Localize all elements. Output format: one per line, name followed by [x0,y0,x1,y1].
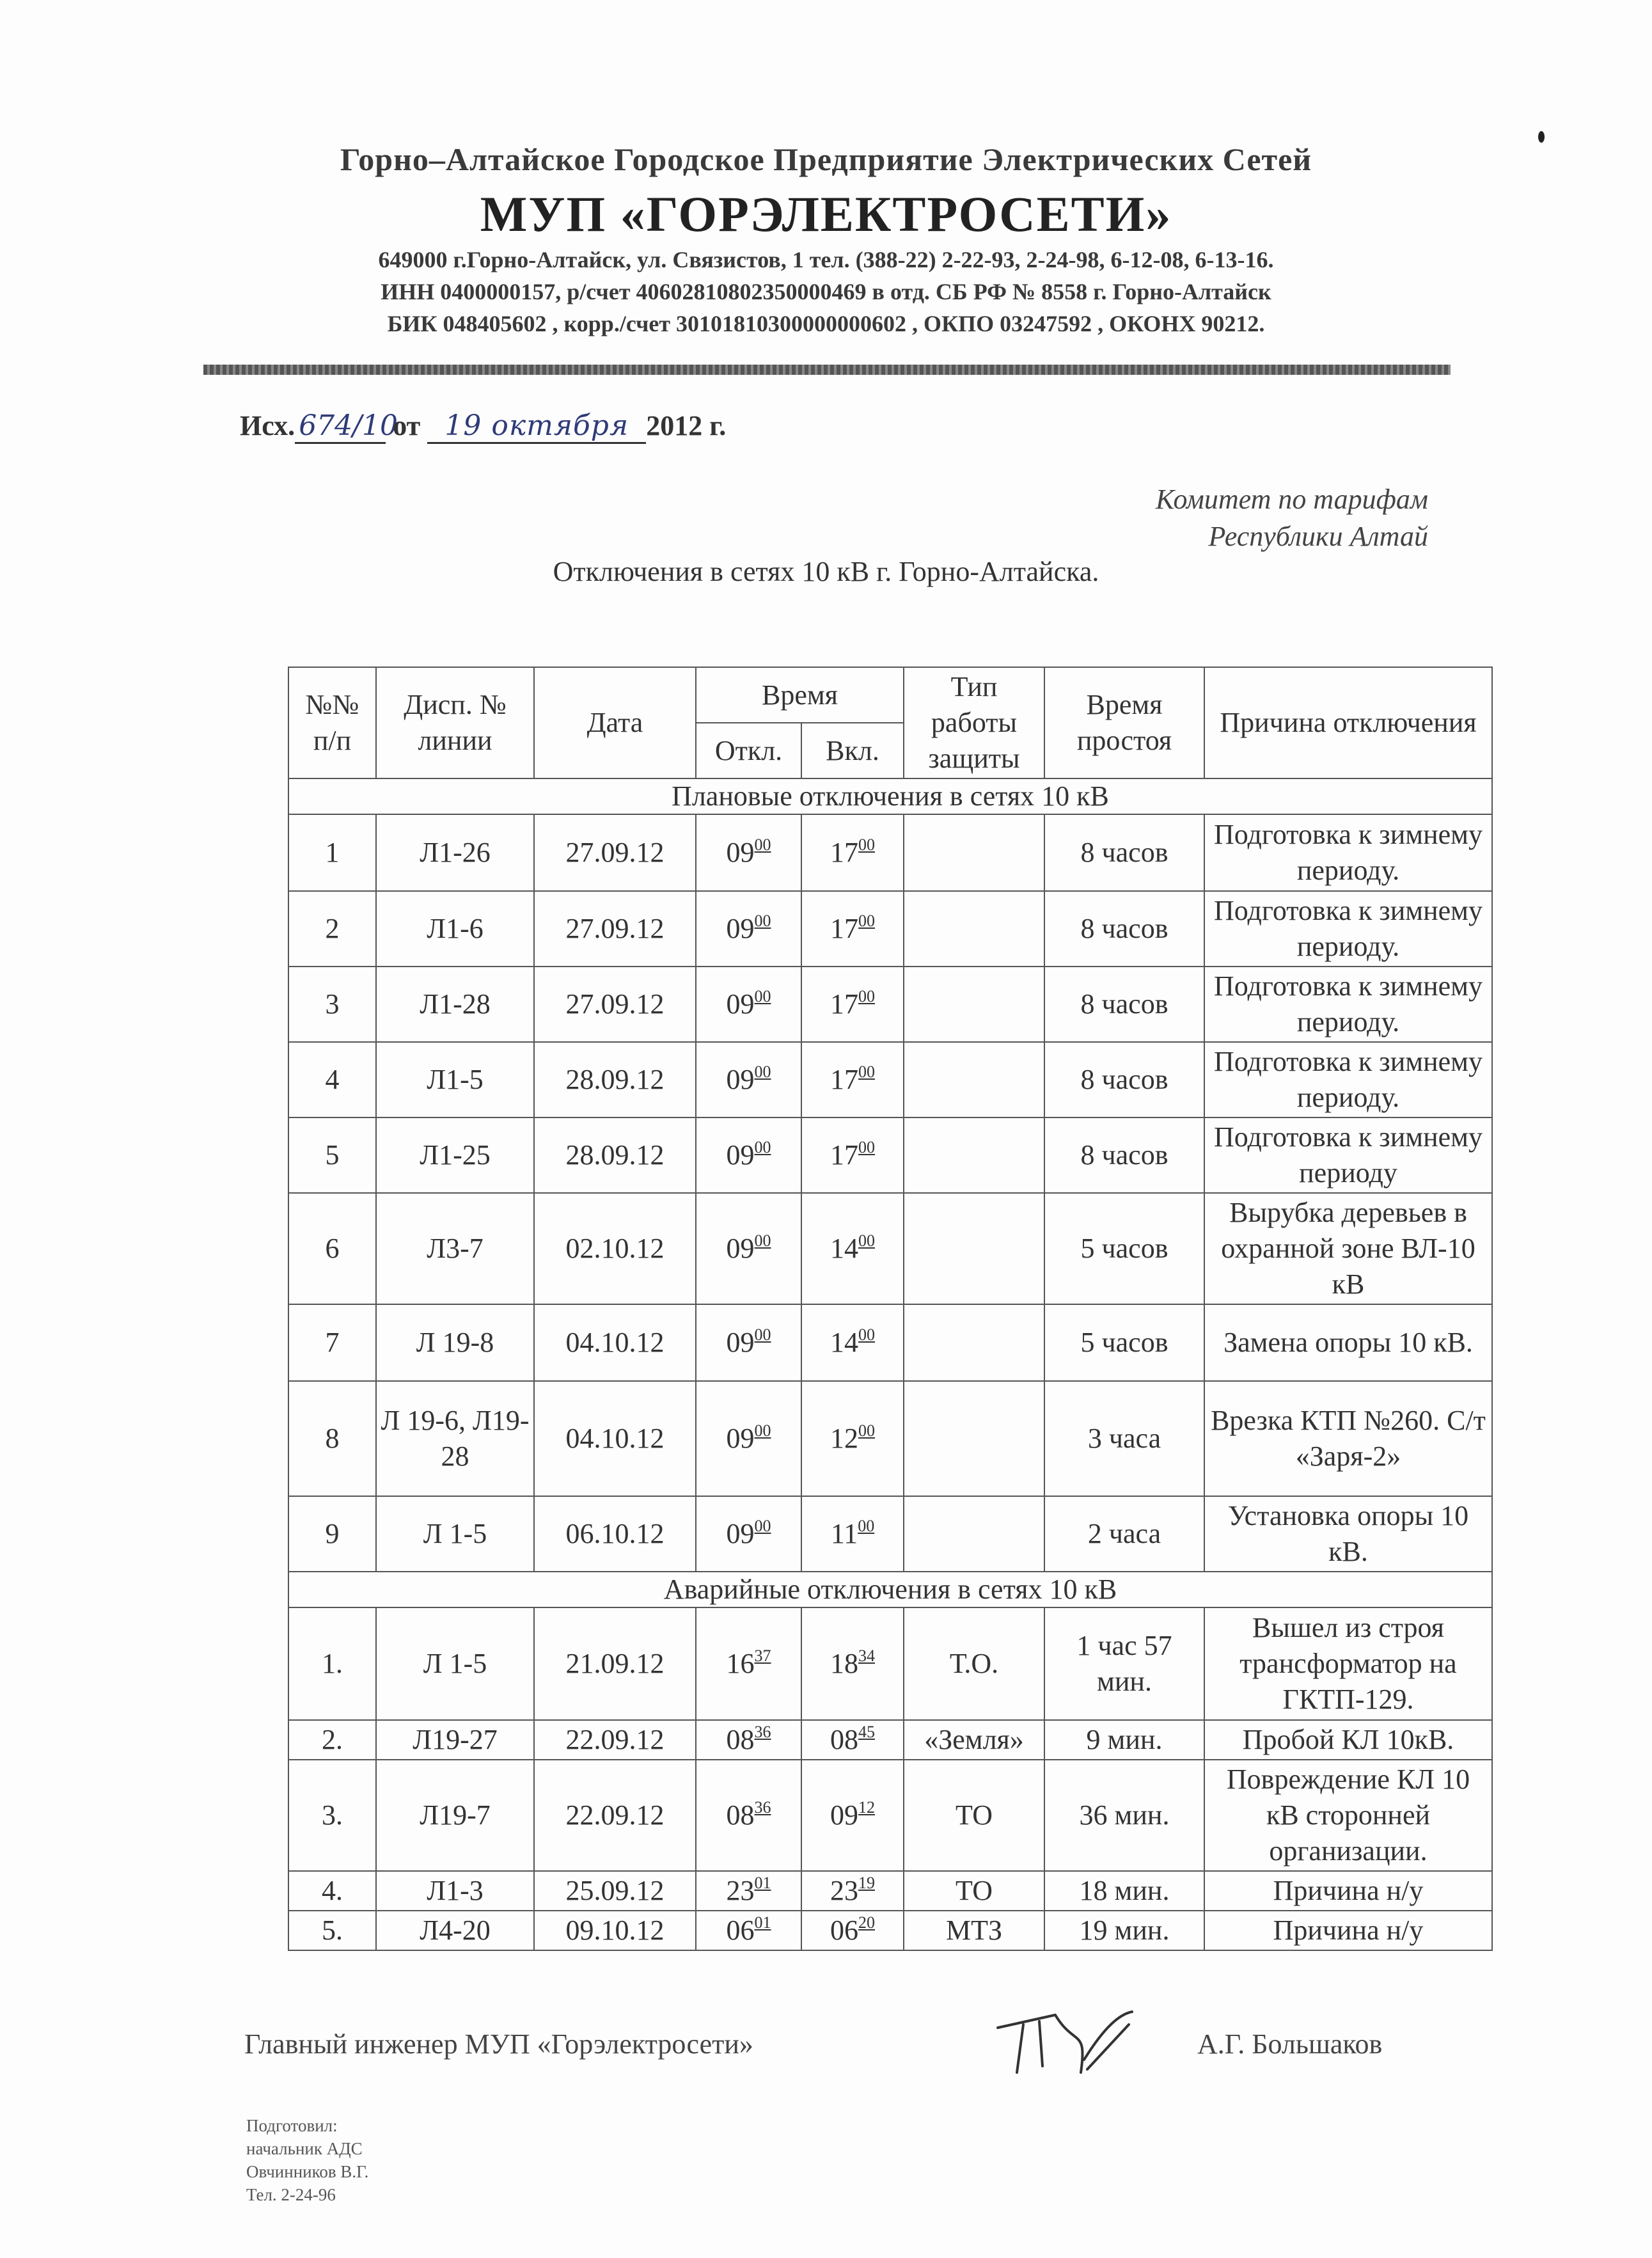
cell-time-off [696,891,801,967]
cell-date: 04.10.12 [534,1381,696,1496]
table-row [288,1381,1492,1496]
cell-protection: ТО [904,1871,1044,1911]
cell-time-on-minutes: 00 [858,1062,875,1081]
prepared-by-block [246,2114,368,2206]
cell-downtime: 2 часа [1044,1496,1204,1572]
cell-time-off [696,1042,801,1117]
cell-date: 27.09.12 [534,891,696,967]
cell-num: 4. [288,1871,376,1911]
cell-num: 2. [288,1720,376,1760]
outgoing-year: 2012 г. [646,410,727,441]
cell-date: 06.10.12 [534,1496,696,1572]
table-row [288,891,1492,967]
header-date: Дата [534,667,696,778]
cell-time-on-minutes: 00 [858,1231,875,1250]
cell-time-off-minutes: 00 [754,1138,771,1157]
table-row [288,1911,1492,1950]
cell-num: 1. [288,1607,376,1720]
outgoing-prefix: Исх. [240,410,295,441]
cell-time-off [696,1760,801,1871]
cell-time-on-hours: 11 [830,1518,858,1549]
cell-line: Л1-25 [376,1117,534,1193]
cell-time-on-hours: 17 [830,913,858,944]
header-time: Время [696,667,904,723]
prepared-name: Овчинников В.Г. [246,2162,369,2181]
cell-downtime: 8 часов [1044,1042,1204,1117]
cell-time-on-minutes: 12 [858,1798,875,1817]
cell-time-on-minutes: 00 [858,912,875,930]
cell-time-on [801,1381,904,1496]
cell-date: 02.10.12 [534,1193,696,1304]
cell-protection [904,814,1044,891]
cell-num: 6 [288,1193,376,1304]
cell-downtime: 8 часов [1044,1117,1204,1193]
cell-reason: Подготовка к зимнему периоду. [1204,1042,1492,1117]
cell-line: Л 19-6, Л19-28 [376,1381,534,1496]
cell-num: 8 [288,1381,376,1496]
cell-time-off-hours: 06 [726,1915,755,1946]
cell-time-on [801,1193,904,1304]
cell-downtime: 36 мин. [1044,1760,1204,1871]
handwritten-signature [979,1989,1145,2085]
cell-reason: Подготовка к зимнему периоду. [1204,814,1492,891]
cell-time-off [696,1720,801,1760]
cell-time-on-minutes: 00 [858,1138,875,1157]
cell-time-on [801,1496,904,1572]
cell-line: Л3-7 [376,1193,534,1304]
cell-protection [904,967,1044,1042]
cell-time-on [801,1042,904,1117]
cell-date: 04.10.12 [534,1304,696,1381]
cell-reason: Установка опоры 10 кВ. [1204,1496,1492,1572]
cell-num: 3 [288,967,376,1042]
cell-time-off-hours: 08 [726,1724,755,1755]
cell-downtime: 19 мин. [1044,1911,1204,1950]
cell-protection [904,1042,1044,1117]
table-row [288,1871,1492,1911]
cell-time-on-minutes: 34 [858,1646,875,1665]
cell-num: 9 [288,1496,376,1572]
cell-time-on [801,1607,904,1720]
cell-time-off-hours: 16 [726,1648,755,1679]
cell-time-on-minutes: 45 [858,1723,875,1741]
cell-time-off [696,814,801,891]
cell-time-on-hours: 09 [830,1799,858,1831]
cell-time-on-minutes: 00 [858,1325,875,1344]
table-header-row [288,667,1492,723]
organization-short-name: МУП «ГОРЭЛЕКТРОСЕТИ» [480,186,1172,242]
emergency-section-header [288,1572,1492,1607]
document-title: Отключения в сетях 10 кВ г. Горно-Алтайска. [553,556,1099,587]
signer-name: А.Г. Большаков [1197,2028,1383,2060]
emergency-section-header-title: Аварийные отключения в сетях 10 кВ [288,1572,1492,1607]
recipient-line-2: Республики Алтай [1208,521,1428,552]
cell-line: Л 1-5 [376,1496,534,1572]
cell-protection [904,1193,1044,1304]
cell-line: Л1-26 [376,814,534,891]
cell-date: 28.09.12 [534,1117,696,1193]
cell-protection: Т.О. [904,1607,1044,1720]
cell-time-off-hours: 09 [726,913,755,944]
cell-time-on-minutes: 00 [858,835,875,854]
requisites-address: 649000 г.Горно-Алтайск, ул. Связистов, 1 тел. (388-22) 2-22-93, 2-24-98, 6-12-08, 6-13-16. [378,247,1274,272]
header-line: Дисп. № линии [376,667,534,778]
cell-time-off-minutes: 00 [754,987,771,1006]
cell-num: 5 [288,1117,376,1193]
cell-time-off-minutes: 36 [754,1798,771,1817]
cell-reason: Причина н/у [1204,1871,1492,1911]
cell-time-off-hours: 09 [726,1327,755,1358]
cell-time-on-minutes: 20 [858,1913,875,1932]
prepared-phone: Тел. 2-24-96 [246,2185,336,2204]
cell-time-off-hours: 23 [726,1875,755,1906]
table-row [288,1042,1492,1117]
organization-name: Горно–Алтайское Городское Предприятие Электрических Сетей [340,141,1312,177]
cell-date: 09.10.12 [534,1911,696,1950]
cell-reason: Подготовка к зимнему периоду. [1204,891,1492,967]
cell-reason: Пробой КЛ 10кВ. [1204,1720,1492,1760]
table-row [288,1117,1492,1193]
cell-downtime: 8 часов [1044,814,1204,891]
table-row [288,1607,1492,1720]
cell-time-on-minutes: 19 [858,1874,875,1892]
cell-time-on [801,891,904,967]
requisites-bank-account: ИНН 0400000157, р/счет 40602810802350000469 в отд. СБ РФ № 8558 г. Горно-Алтайск [381,279,1271,304]
cell-date: 22.09.12 [534,1760,696,1871]
cell-reason: Врезка КТП №260. С/т «Заря-2» [1204,1381,1492,1496]
cell-time-off [696,1381,801,1496]
cell-time-off [696,1304,801,1381]
cell-time-on [801,1304,904,1381]
recipient-line-1: Комитет по тарифам [1155,484,1428,515]
cell-time-off-hours: 09 [726,1139,755,1171]
cell-time-on [801,1760,904,1871]
cell-num: 7 [288,1304,376,1381]
cell-time-off-minutes: 00 [754,1421,771,1440]
cell-line: Л19-7 [376,1760,534,1871]
cell-protection: «Земля» [904,1720,1044,1760]
cell-time-on-hours: 14 [830,1327,858,1358]
outgoing-number: 674/10 [295,409,386,444]
cell-time-on-hours: 23 [830,1875,858,1906]
cell-downtime: 8 часов [1044,967,1204,1042]
cell-time-off-minutes: 01 [754,1874,771,1892]
cell-time-off-hours: 08 [726,1799,755,1831]
cell-date: 21.09.12 [534,1607,696,1720]
cell-downtime: 5 часов [1044,1193,1204,1304]
cell-reason: Повреждение КЛ 10 кВ сторонней организации. [1204,1760,1492,1871]
cell-time-off [696,967,801,1042]
cell-time-on-hours: 14 [830,1233,858,1264]
header-on: Вкл. [801,723,904,778]
cell-time-on [801,1117,904,1193]
cell-reason: Подготовка к зимнему периоду [1204,1117,1492,1193]
cell-time-on-minutes: 00 [858,1517,875,1535]
recipient-block [1156,481,1428,555]
cell-num: 3. [288,1760,376,1871]
cell-protection [904,1304,1044,1381]
outgoing-number-line [240,409,726,444]
cell-protection: ТО [904,1760,1044,1871]
cell-time-off-hours: 09 [726,1423,755,1454]
cell-line: Л 1-5 [376,1607,534,1720]
header-protection: Тип работы защиты [904,667,1044,778]
cell-date: 27.09.12 [534,814,696,891]
cell-downtime: 5 часов [1044,1304,1204,1381]
cell-time-on [801,967,904,1042]
cell-protection [904,1117,1044,1193]
cell-time-off-hours: 09 [726,837,755,868]
cell-time-off-hours: 09 [726,1064,755,1095]
header-downtime: Время простоя [1044,667,1204,778]
cell-line: Л1-3 [376,1871,534,1911]
cell-reason: Подготовка к зимнему периоду. [1204,967,1492,1042]
cell-time-off [696,1911,801,1950]
cell-time-on-hours: 17 [830,1139,858,1171]
table-body [288,778,1492,1950]
cell-time-on [801,814,904,891]
cell-downtime: 8 часов [1044,891,1204,967]
cell-num: 1 [288,814,376,891]
cell-date: 25.09.12 [534,1871,696,1911]
cell-time-on-hours: 12 [830,1423,858,1454]
cell-time-off-hours: 09 [726,1518,755,1549]
cell-time-on-hours: 06 [830,1915,858,1946]
cell-date: 28.09.12 [534,1042,696,1117]
table-row [288,1720,1492,1760]
cell-time-off [696,1871,801,1911]
cell-protection: МТЗ [904,1911,1044,1950]
cell-time-off-minutes: 36 [754,1723,771,1741]
cell-time-off [696,1117,801,1193]
cell-date: 27.09.12 [534,967,696,1042]
table-row [288,814,1492,891]
cell-downtime: 3 часа [1044,1381,1204,1496]
cell-time-off [696,1607,801,1720]
cell-downtime: 1 час 57 мин. [1044,1607,1204,1720]
cell-time-on-hours: 17 [830,837,858,868]
cell-time-on [801,1911,904,1950]
outgoing-from-label: от [393,410,421,441]
header-reason: Причина отключения [1204,667,1492,778]
prepared-role: начальник АДС [246,2139,363,2158]
cell-time-off-minutes: 37 [754,1646,771,1665]
cell-time-off-hours: 09 [726,1233,755,1264]
cell-line: Л1-5 [376,1042,534,1117]
cell-num: 2 [288,891,376,967]
cell-time-off-hours: 09 [726,988,755,1020]
cell-date: 22.09.12 [534,1720,696,1760]
letterhead-divider [203,365,1451,375]
cell-reason: Причина н/у [1204,1911,1492,1950]
table-row [288,1193,1492,1304]
header-off: Откл. [696,723,801,778]
planned-section-header [288,778,1492,814]
cell-downtime: 18 мин. [1044,1871,1204,1911]
cell-line: Л4-20 [376,1911,534,1950]
cell-time-off-minutes: 00 [754,1517,771,1535]
cell-reason: Замена опоры 10 кВ. [1204,1304,1492,1381]
cell-time-off-minutes: 00 [754,912,771,930]
table-row [288,1496,1492,1572]
cell-line: Л1-6 [376,891,534,967]
cell-time-on-hours: 08 [830,1724,858,1755]
cell-line: Л19-27 [376,1720,534,1760]
cell-time-off [696,1193,801,1304]
cell-line: Л 19-8 [376,1304,534,1381]
table-row [288,1304,1492,1381]
table-row [288,1760,1492,1871]
cell-time-off-minutes: 00 [754,1325,771,1344]
cell-time-on-hours: 17 [830,988,858,1020]
cell-reason: Вырубка деревьев в охранной зоне ВЛ-10 кВ [1204,1193,1492,1304]
cell-time-on-minutes: 00 [858,987,875,1006]
cell-time-on-hours: 17 [830,1064,858,1095]
cell-downtime: 9 мин. [1044,1720,1204,1760]
cell-line: Л1-28 [376,967,534,1042]
cell-num: 4 [288,1042,376,1117]
outgoing-date: 19 октября [427,409,646,444]
cell-time-on [801,1871,904,1911]
cell-time-on-minutes: 00 [858,1421,875,1440]
cell-time-off-minutes: 00 [754,835,771,854]
planned-section-header-title: Плановые отключения в сетях 10 кВ [288,778,1492,814]
cell-protection [904,891,1044,967]
cell-protection [904,1381,1044,1496]
cell-time-off [696,1496,801,1572]
requisites-bik: БИК 048405602 , корр./счет 30101810300000000602 , ОКПО 03247592 , ОКОНХ 90212. [387,311,1265,336]
cell-time-on [801,1720,904,1760]
cell-protection [904,1496,1044,1572]
cell-time-off-minutes: 00 [754,1062,771,1081]
cell-time-on-hours: 18 [830,1648,858,1679]
cell-time-off-minutes: 01 [754,1913,771,1932]
prepared-label: Подготовил: [246,2116,338,2135]
signature-position: Главный инженер МУП «Горэлектросети» [244,2028,753,2060]
cell-reason: Вышел из строя трансформатор на ГКТП-129. [1204,1607,1492,1720]
table-row [288,967,1492,1042]
cell-num: 5. [288,1911,376,1950]
header-num: №№ п/п [288,667,376,778]
outages-table [288,667,1493,1951]
cell-time-off-minutes: 00 [754,1231,771,1250]
